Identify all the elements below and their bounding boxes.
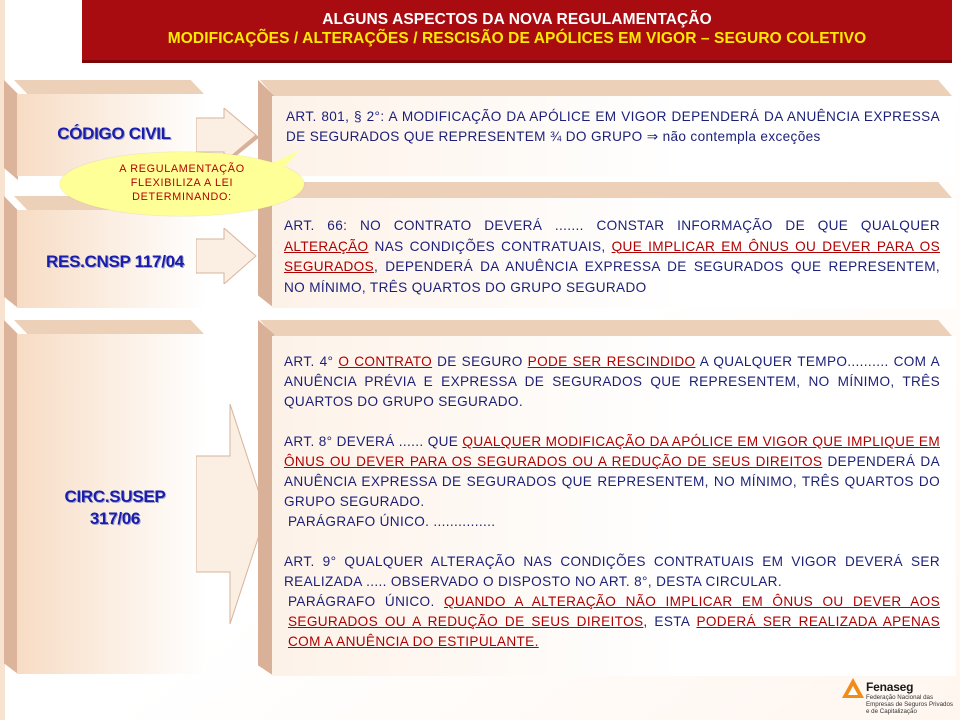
art4-text-2: DE SEGURO — [432, 354, 528, 369]
art4-text-3: A QUALQUER TEMPO.......... COM A ANUÊNCIA PRÉVIA E EXPRESSA DE SEGURADOS QUE REPRESENTEM, NO MÍNIMO, TRÊS QUARTOS DO GRUPO SEGURADO. — [284, 354, 941, 409]
art4-paragraph — [284, 352, 940, 412]
res-cnsp-text-2: NAS CONDIÇÕES CONTRATUAIS, — [368, 238, 612, 254]
box1-top — [260, 80, 952, 96]
art9-par-text-2: , ESTA — [643, 614, 697, 629]
codigo-civil-note: não contempla exceções — [658, 129, 821, 144]
slide-header — [82, 0, 952, 63]
slide-title: ALGUNS ASPECTOS DA NOVA REGULAMENTAÇÃO — [322, 11, 712, 28]
callout-pointer — [262, 150, 302, 180]
implies-arrow-icon: ⇒ — [646, 129, 659, 145]
circ-susep-label-line-2: 317/06 — [89, 509, 141, 528]
fenaseg-logo-subtitle: Federação Nacional das Empresas de Seguros Privados e de Capitalização — [866, 694, 954, 715]
circ-susep-box-top — [14, 320, 204, 334]
spacer — [284, 532, 940, 552]
callout-line-1: A REGULAMENTAÇÃO — [119, 163, 245, 175]
art8-text-2: DEPENDERÁ DA ANUÊNCIA EXPRESSA DE SEGURADOS QUE REPRESENTEM, NO MÍNIMO, TRÊS QUARTOS DO GRUPO SEGURADO. — [284, 454, 941, 509]
box2-text — [284, 216, 940, 298]
circ-susep-box-side — [4, 320, 18, 674]
art9-par-text-1: PARÁGRAFO ÚNICO. — [288, 594, 444, 609]
art9-par-highlight-1: QUANDO A ALTERAÇÃO NÃO IMPLICAR EM ÔNUS OU DEVER AOS SEGURADOS OU A REDUÇÃO DE SEUS DIREITOS — [288, 594, 940, 629]
res-cnsp-highlight-2: QUE IMPLICAR EM ÔNUS OU DEVER PARA OS SEGURADOS — [284, 238, 940, 274]
art9-par-highlight-2: PODERÁ SER REALIZADA APENAS COM A ANUÊNCIA DO ESTIPULANTE. — [288, 614, 940, 649]
callout-line-3: DETERMINANDO: — [132, 191, 232, 203]
codigo-civil-label: CÓDIGO CIVIL — [57, 124, 171, 143]
fenaseg-logo — [828, 676, 956, 716]
art8-highlight: QUALQUER MODIFICAÇÃO DA APÓLICE EM VIGOR QUE IMPLIQUE EM ÔNUS OU DEVER PARA OS SEGURADOS OU A REDUÇÃO DE SEUS DIREITOS — [284, 434, 940, 469]
res-cnsp-box-side — [4, 196, 18, 308]
res-cnsp-highlight-1: ALTERAÇÃO — [284, 238, 369, 254]
box1-text — [286, 107, 940, 147]
slide-subtitle: MODIFICAÇÕES / ALTERAÇÕES / RESCISÃO DE APÓLICES EM VIGOR – SEGURO COLETIVO — [167, 30, 867, 47]
codigo-civil-box-side — [4, 80, 18, 180]
art4-text-1: ART. 4° — [284, 354, 339, 369]
codigo-civil-box-top — [14, 80, 204, 94]
art4-highlight-2: PODE SER RESCINDIDO — [527, 354, 696, 369]
res-cnsp-arrow — [196, 228, 266, 284]
art8-paragraph — [284, 432, 940, 512]
box3-top — [260, 320, 952, 336]
res-cnsp-label: RES.CNSP 117/04 — [46, 252, 184, 271]
art4-highlight-1: O CONTRATO — [338, 354, 433, 369]
codigo-civil-article: ART. 801, § 2°: A MODIFICAÇÃO DA APÓLICE EM VIGOR DEPENDERÁ DA ANUÊNCIA EXPRESSA DE SEGURADOS QUE REPRESENTEM ¾ DO GRUPO — [286, 109, 940, 144]
art9-paragraph: ART. 9° QUALQUER ALTERAÇÃO NAS CONDIÇÕES CONTRATUAIS EM VIGOR DEVERÁ SER REALIZADA ..... OBSERVADO O DISPOSTO NO ART. 8°, DESTA CIRCULAR. — [284, 554, 940, 589]
res-cnsp-text-3: , DEPENDERÁ DA ANUÊNCIA EXPRESSA DE SEGURADOS QUE REPRESENTEM, NO MÍNIMO, TRÊS QUARTOS DO GRUPO SEGURADO — [284, 259, 940, 295]
fenaseg-logo-icon — [842, 678, 864, 698]
spacer — [284, 412, 940, 432]
callout-line-2: FLEXIBILIZA A LEI — [130, 177, 234, 189]
circ-susep-label — [30, 486, 200, 530]
art8-text-1: ART. 8° DEVERÁ ...... QUE — [284, 434, 463, 449]
circ-susep-label-line-1: CIRC.SUSEP — [64, 487, 166, 506]
art9-paragrafo — [284, 592, 940, 652]
fenaseg-logo-name: Fenaseg — [866, 680, 914, 694]
box2-top — [260, 182, 952, 198]
res-cnsp-text-1: ART. 66: NO CONTRATO DEVERÁ ....... CONSTAR INFORMAÇÃO DE QUE QUALQUER — [284, 218, 940, 233]
box3-text — [284, 352, 940, 652]
art8-paragrafo: PARÁGRAFO ÚNICO. ............... — [288, 514, 496, 529]
